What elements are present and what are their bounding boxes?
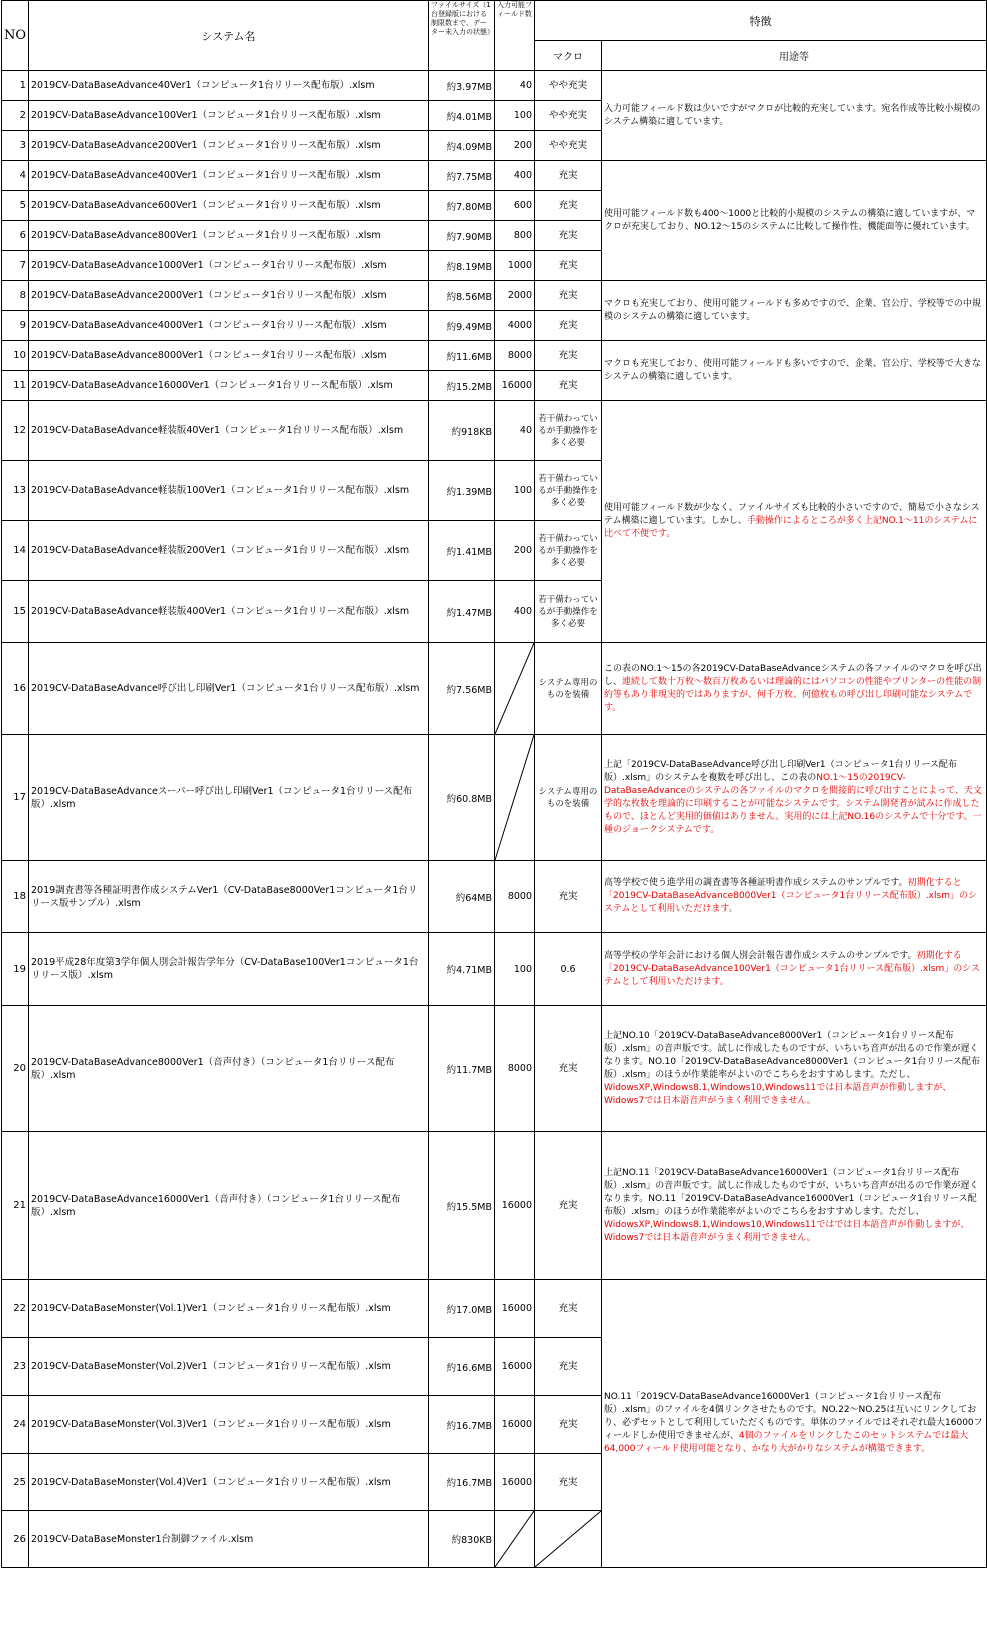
usage-row-18 bbox=[602, 861, 987, 933]
row-size: 約7.75MB bbox=[429, 161, 495, 191]
usage-group-5-text: 使用可能フィールド数が少なく、ファイルサイズも比較的小さいですので、簡易で小さなシステム構築に適しています。しかし、 bbox=[604, 503, 980, 526]
table-row bbox=[2, 861, 987, 933]
row-macro: やや充実 bbox=[535, 101, 602, 131]
usage-group-5-warning: 手動操作によるところが多く上記NO.1～11のシステムに比べて不便です。 bbox=[604, 516, 978, 539]
row-size: 約4.09MB bbox=[429, 131, 495, 161]
usage-row-20 bbox=[602, 1006, 987, 1132]
row-fields: 16000 bbox=[495, 1132, 535, 1280]
header-macro: マクロ bbox=[535, 41, 602, 71]
row-name: 2019CV-DataBaseMonster(Vol.4)Ver1（コンピュータ1台リリース配布版）.xlsm bbox=[29, 1454, 429, 1511]
row-macro: やや充実 bbox=[535, 71, 602, 101]
row-no: 3 bbox=[2, 131, 29, 161]
table-row bbox=[2, 341, 987, 371]
usage-group-1: 入力可能フィールド数は少いですがマクロが比較的充実しています。宛名作成等比較小規模のシステム構築に適しています。 bbox=[602, 71, 987, 161]
row-size: 約15.2MB bbox=[429, 371, 495, 401]
table-row bbox=[2, 1132, 987, 1280]
row-no: 17 bbox=[2, 735, 29, 861]
row-size: 約8.19MB bbox=[429, 251, 495, 281]
usage-row-19-highlight: 初期化する「2019CV-DataBaseAdvance100Ver1（コンピュータ1台リリース配布版）.xlsm」のシステムとして利用いただけます。 bbox=[604, 950, 980, 987]
usage-row-16 bbox=[602, 643, 987, 735]
row-no: 14 bbox=[2, 521, 29, 581]
row-no: 20 bbox=[2, 1006, 29, 1132]
table-row bbox=[2, 71, 987, 101]
row-fields: 400 bbox=[495, 161, 535, 191]
fields-empty-diagonal bbox=[495, 1511, 535, 1568]
row-name: 2019CV-DataBaseMonster1台制御ファイル.xlsm bbox=[29, 1511, 429, 1568]
row-fields: 100 bbox=[495, 101, 535, 131]
diagonal-line bbox=[535, 1511, 601, 1567]
row-name: 2019CV-DataBaseAdvance600Ver1（コンピュータ1台リリース配布版）.xlsm bbox=[29, 191, 429, 221]
row-fields: 4000 bbox=[495, 311, 535, 341]
usage-row-21-highlight: WidowsXP,Windows8.1,Windows10,Windows11ではでは日本語音声が作動しますが、Widows7では日本語音声がうまく利用できません。 bbox=[604, 1219, 970, 1243]
row-name: 2019CV-DataBaseAdvance8000Ver1（コンピュータ1台リリース配布版）.xlsm bbox=[29, 341, 429, 371]
row-no: 6 bbox=[2, 221, 29, 251]
row-name: 2019CV-DataBaseAdvance16000Ver1（コンピュータ1台リリース配布版）.xlsm bbox=[29, 371, 429, 401]
usage-row-18-text: 高等学校で使う進学用の調査書等各種証明書作成システムのサンプルです。 bbox=[604, 878, 908, 888]
usage-row-19-text: 高等学校の学年会計における個人別会計報告書作成システムのサンプルです。 bbox=[604, 950, 917, 961]
row-name: 2019CV-DataBaseAdvance1000Ver1（コンピュータ1台リリース配布版）.xlsm bbox=[29, 251, 429, 281]
usage-group-6-text: NO.11「2019CV-DataBaseAdvance16000Ver1（コンピュータ1台リリース配布版）.xlsm」のファイルを4個リンクさせたものです。NO.22～NO.25は互いにリンクしており、必ずセットとして利用していただくものです。単体のファイルではそれぞれ最大16000フィールドしか使用できませんが、 bbox=[604, 1392, 983, 1441]
usage-row-17-highlight: NO.1～15の2019CV-DataBaseAdvanceのシステムの各ファイルのマクロを間接的に呼び出すことによって、天文学的な枚数を理論的に印刷することが可能なシステムです。システム開発者が試みに作成したもので、ほとんど実用的価値はありません。実用的には上記NO.16のシステムで十分です。一種のジョークシステムです。 bbox=[604, 772, 982, 835]
usage-group-6 bbox=[602, 1280, 987, 1568]
row-size: 約918KB bbox=[429, 401, 495, 461]
diagonal-line bbox=[495, 643, 534, 734]
row-fields: 800 bbox=[495, 221, 535, 251]
header-system-name: システム名 bbox=[29, 1, 429, 71]
row-name: 2019CV-DataBaseMonster(Vol.2)Ver1（コンピュータ1台リリース配布版）.xlsm bbox=[29, 1338, 429, 1396]
usage-row-16-text: この表のNO.1～15の各2019CV-DataBaseAdvanceシステムの各ファイルのマクロを呼び出し、 bbox=[604, 663, 982, 687]
table-row bbox=[2, 933, 987, 1006]
row-no: 5 bbox=[2, 191, 29, 221]
row-no: 21 bbox=[2, 1132, 29, 1280]
row-name: 2019CV-DataBaseAdvance軽装版200Ver1（コンピュータ1台リリース配布版）.xlsm bbox=[29, 521, 429, 581]
row-macro: 充実 bbox=[535, 371, 602, 401]
row-name: 2019CV-DataBaseAdvance軽装版100Ver1（コンピュータ1台リリース配布版）.xlsm bbox=[29, 461, 429, 521]
row-name: 2019CV-DataBaseAdvance4000Ver1（コンピュータ1台リリース配布版）.xlsm bbox=[29, 311, 429, 341]
row-no: 12 bbox=[2, 401, 29, 461]
row-fields: 16000 bbox=[495, 1280, 535, 1338]
row-name: 2019CV-DataBaseAdvanceスーパー呼び出し印刷Ver1（コンピュータ1台リリース配布版）.xlsm bbox=[29, 735, 429, 861]
row-macro: やや充実 bbox=[535, 131, 602, 161]
row-fields: 16000 bbox=[495, 371, 535, 401]
row-no: 4 bbox=[2, 161, 29, 191]
row-fields: 40 bbox=[495, 71, 535, 101]
row-macro: 充実 bbox=[535, 281, 602, 311]
system-table bbox=[1, 0, 987, 1568]
usage-row-20-text: 上記NO.10「2019CV-DataBaseAdvance8000Ver1（コンピュータ1台リリース配布版）.xlsm」の音声版です。試しに作成したものですが、いちいち音声が出るので作業が遅くなります。NO.10「2019CV-DataBaseAdvance8000Ver1（コンピュータ1台リリース配布版）.xlsm」のほうが作業能率がよいのでこちらをおすすめします。ただし、 bbox=[604, 1030, 980, 1080]
usage-row-16-highlight: 連続して数十万枚～数百万枚あるいは理論的にはパソコンの性能やプリンターの性能の制約等もあり非現実的ではありますが、何千万枚、何億枚もの呼び出し印刷可能なシステムです。 bbox=[604, 676, 982, 713]
row-size: 約11.7MB bbox=[429, 1006, 495, 1132]
row-fields: 8000 bbox=[495, 861, 535, 933]
usage-row-17 bbox=[602, 735, 987, 861]
diagonal-line bbox=[495, 735, 534, 860]
row-name: 2019CV-DataBaseAdvance8000Ver1（音声付き）（コンピュータ1台リリース配布版）.xlsm bbox=[29, 1006, 429, 1132]
row-name: 2019CV-DataBaseAdvance400Ver1（コンピュータ1台リリース配布版）.xlsm bbox=[29, 161, 429, 191]
row-name: 2019CV-DataBaseAdvance100Ver1（コンピュータ1台リリース配布版）.xlsm bbox=[29, 101, 429, 131]
diagonal-line bbox=[495, 1511, 534, 1567]
row-fields: 2000 bbox=[495, 281, 535, 311]
row-fields: 400 bbox=[495, 581, 535, 643]
row-size: 約4.71MB bbox=[429, 933, 495, 1006]
row-size: 約16.6MB bbox=[429, 1338, 495, 1396]
row-name: 2019CV-DataBaseAdvance16000Ver1（音声付き）（コンピュータ1台リリース配布版）.xlsm bbox=[29, 1132, 429, 1280]
row-size: 約17.0MB bbox=[429, 1280, 495, 1338]
fields-empty-diagonal bbox=[495, 643, 535, 735]
row-fields: 8000 bbox=[495, 1006, 535, 1132]
row-macro: 充実 bbox=[535, 1280, 602, 1338]
table-row bbox=[2, 1280, 987, 1338]
row-no: 9 bbox=[2, 311, 29, 341]
row-name: 2019CV-DataBaseMonster(Vol.3)Ver1（コンピュータ1台リリース配布版）.xlsm bbox=[29, 1396, 429, 1454]
row-size: 約1.41MB bbox=[429, 521, 495, 581]
header-input-fields: 入力可能フィールド数 bbox=[495, 1, 535, 71]
row-size: 約64MB bbox=[429, 861, 495, 933]
row-name: 2019平成28年度第3学年個人別会計報告学年分（CV-DataBase100Ver1コンピュータ1台リリース版）.xlsm bbox=[29, 933, 429, 1006]
row-no: 23 bbox=[2, 1338, 29, 1396]
usage-row-21 bbox=[602, 1132, 987, 1280]
row-size: 約16.7MB bbox=[429, 1396, 495, 1454]
row-macro: 若干備わっているが手動操作を多く必要 bbox=[535, 521, 602, 581]
row-no: 11 bbox=[2, 371, 29, 401]
row-size: 約16.7MB bbox=[429, 1454, 495, 1511]
row-macro: 充実 bbox=[535, 161, 602, 191]
row-fields: 200 bbox=[495, 521, 535, 581]
row-macro: 若干備わっているが手動操作を多く必要 bbox=[535, 461, 602, 521]
row-macro: 充実 bbox=[535, 1006, 602, 1132]
usage-row-21-text: 上記NO.11「2019CV-DataBaseAdvance16000Ver1（コンピュータ1台リリース配布版）.xlsm」の音声版です。試しに作成したものですが、いちいち音声が出るので作業が遅くなります。NO.11「2019CV-DataBaseAdvance16000Ver1（コンピュータ1台リリース配布版）.xlsm」のほうが作業能率がよいのでこちらをおすすめします。ただし、 bbox=[604, 1167, 979, 1217]
row-size: 約15.5MB bbox=[429, 1132, 495, 1280]
row-size: 約1.47MB bbox=[429, 581, 495, 643]
row-no: 15 bbox=[2, 581, 29, 643]
row-size: 約8.56MB bbox=[429, 281, 495, 311]
row-size: 約11.6MB bbox=[429, 341, 495, 371]
row-name: 2019CV-DataBaseAdvance軽装版400Ver1（コンピュータ1台リリース配布版）.xlsm bbox=[29, 581, 429, 643]
row-macro: 充実 bbox=[535, 1132, 602, 1280]
row-size: 約60.8MB bbox=[429, 735, 495, 861]
usage-group-2: 使用可能フィールド数も400～1000と比較的小規模のシステムの構築に適していますが、マクロが充実しており、NO.12～15のシステムに比較して操作性、機能面等に優れています。 bbox=[602, 161, 987, 281]
row-macro: 充実 bbox=[535, 221, 602, 251]
row-macro: 充実 bbox=[535, 1396, 602, 1454]
usage-group-4: マクロも充実しており、使用可能フィールドも多いですので、企業、官公庁、学校等で大きなシステムの構築に適しています。 bbox=[602, 341, 987, 401]
row-no: 7 bbox=[2, 251, 29, 281]
table-row bbox=[2, 281, 987, 311]
row-size: 約7.90MB bbox=[429, 221, 495, 251]
row-no: 22 bbox=[2, 1280, 29, 1338]
row-no: 16 bbox=[2, 643, 29, 735]
usage-group-6-highlight: 4個のファイルをリンクしたこのセットシステムでは最大64,000フィールド使用可能となり、かなり大がかりなシステムが構築できます。 bbox=[604, 1431, 969, 1454]
row-no: 2 bbox=[2, 101, 29, 131]
row-no: 8 bbox=[2, 281, 29, 311]
row-fields: 40 bbox=[495, 401, 535, 461]
row-fields: 16000 bbox=[495, 1338, 535, 1396]
row-size: 約1.39MB bbox=[429, 461, 495, 521]
row-no: 25 bbox=[2, 1454, 29, 1511]
row-macro: 充実 bbox=[535, 861, 602, 933]
fields-empty-diagonal bbox=[495, 735, 535, 861]
row-no: 1 bbox=[2, 71, 29, 101]
table-row bbox=[2, 643, 987, 735]
row-name: 2019CV-DataBaseAdvance軽装版40Ver1（コンピュータ1台リリース配布版）.xlsm bbox=[29, 401, 429, 461]
usage-row-20-highlight: WidowsXP,Windows8.1,Windows10,Windows11では日本語音声が作動しますが、Widows7では日本語音声がうまく利用できません。 bbox=[604, 1082, 952, 1106]
row-name: 2019調査書等各種証明書作成システムVer1（CV-DataBase8000Ver1コンピュータ1台リリース版サンプル）.xlsm bbox=[29, 861, 429, 933]
row-size: 約4.01MB bbox=[429, 101, 495, 131]
usage-group-3: マクロも充実しており、使用可能フィールドも多めですので、企業、官公庁、学校等での中規模のシステムの構築に適しています。 bbox=[602, 281, 987, 341]
row-macro: システム専用のものを装備 bbox=[535, 643, 602, 735]
row-no: 10 bbox=[2, 341, 29, 371]
row-no: 24 bbox=[2, 1396, 29, 1454]
row-name: 2019CV-DataBaseAdvance40Ver1（コンピュータ1台リリース配布版）.xlsm bbox=[29, 71, 429, 101]
row-no: 19 bbox=[2, 933, 29, 1006]
table-row bbox=[2, 735, 987, 861]
row-no: 13 bbox=[2, 461, 29, 521]
row-macro: システム専用のものを装備 bbox=[535, 735, 602, 861]
usage-row-17-text: 上記「2019CV-DataBaseAdvance呼び出し印刷Ver1（コンピュータ1台リリース配布版）.xlsm」のシステムを複数を呼び出し、この表の bbox=[604, 759, 957, 783]
row-macro: 充実 bbox=[535, 251, 602, 281]
header-usage: 用途等 bbox=[602, 41, 987, 71]
row-macro: 若干備わっているが手動操作を多く必要 bbox=[535, 581, 602, 643]
row-size: 約3.97MB bbox=[429, 71, 495, 101]
row-macro: 充実 bbox=[535, 311, 602, 341]
macro-empty-diagonal bbox=[535, 1511, 602, 1568]
header-features: 特徴 bbox=[535, 1, 987, 41]
row-fields: 600 bbox=[495, 191, 535, 221]
row-no: 26 bbox=[2, 1511, 29, 1568]
row-size: 約7.56MB bbox=[429, 643, 495, 735]
row-fields: 16000 bbox=[495, 1454, 535, 1511]
table-row bbox=[2, 161, 987, 191]
row-size: 約830KB bbox=[429, 1511, 495, 1568]
row-fields: 8000 bbox=[495, 341, 535, 371]
usage-row-19 bbox=[602, 933, 987, 1006]
row-size: 約9.49MB bbox=[429, 311, 495, 341]
row-macro: 充実 bbox=[535, 341, 602, 371]
row-fields: 200 bbox=[495, 131, 535, 161]
usage-row-18-highlight: 初期化すると「2019CV-DataBaseAdvance8000Ver1（コンピュータ1台リリース配布版）.xlsm」のシステムとして利用いただけます。 bbox=[604, 878, 977, 914]
header-file-size: ファイルサイズ（1台登録版における制限数まで、データー未入力の状態） bbox=[429, 1, 495, 71]
row-fields: 100 bbox=[495, 461, 535, 521]
row-size: 約7.80MB bbox=[429, 191, 495, 221]
row-name: 2019CV-DataBaseAdvance800Ver1（コンピュータ1台リリース配布版）.xlsm bbox=[29, 221, 429, 251]
table-row bbox=[2, 1006, 987, 1132]
usage-group-5 bbox=[602, 401, 987, 643]
row-macro: 若干備わっているが手動操作を多く必要 bbox=[535, 401, 602, 461]
row-name: 2019CV-DataBaseAdvance200Ver1（コンピュータ1台リリース配布版）.xlsm bbox=[29, 131, 429, 161]
row-fields: 100 bbox=[495, 933, 535, 1006]
row-no: 18 bbox=[2, 861, 29, 933]
row-macro: 充実 bbox=[535, 1454, 602, 1511]
row-name: 2019CV-DataBaseMonster(Vol.1)Ver1（コンピュータ1台リリース配布版）.xlsm bbox=[29, 1280, 429, 1338]
row-fields: 1000 bbox=[495, 251, 535, 281]
row-macro: 充実 bbox=[535, 1338, 602, 1396]
row-name: 2019CV-DataBaseAdvance呼び出し印刷Ver1（コンピュータ1台リリース配布版）.xlsm bbox=[29, 643, 429, 735]
row-name: 2019CV-DataBaseAdvance2000Ver1（コンピュータ1台リリース配布版）.xlsm bbox=[29, 281, 429, 311]
header-no: NO bbox=[2, 1, 29, 71]
table-row bbox=[2, 401, 987, 461]
row-macro: 充実 bbox=[535, 191, 602, 221]
row-fields: 16000 bbox=[495, 1396, 535, 1454]
row-macro: 0.6 bbox=[535, 933, 602, 1006]
